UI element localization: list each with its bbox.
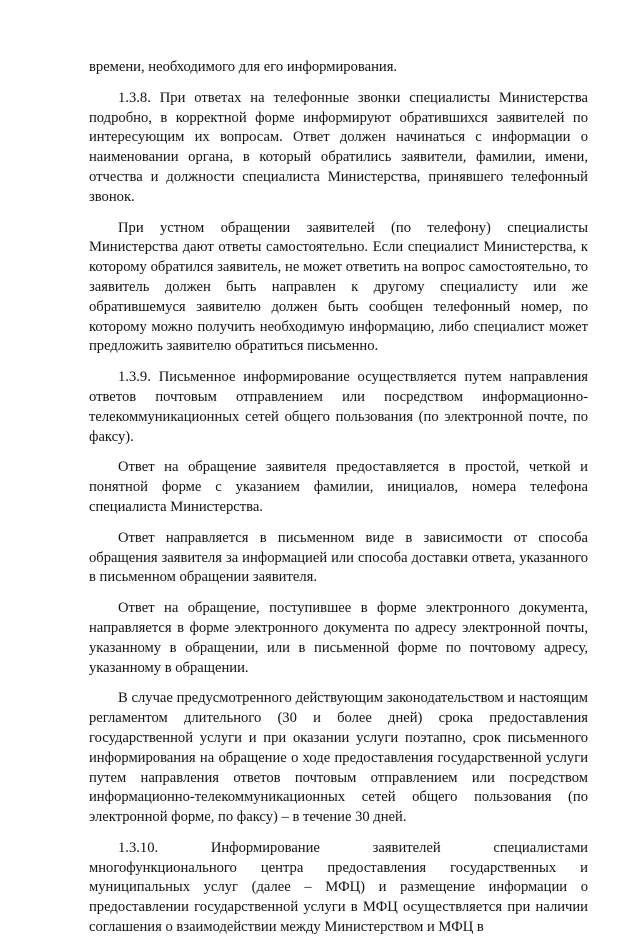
document-page xyxy=(89,58,588,938)
paragraph-oral-request: При устном обращении заявителей (по телефону) специалисты Министерства дают ответы самостоятельно. Если специалист Министерства, к которому обратился заявитель, не может ответить на вопрос самостоятельно, то заявитель должен быть направлен к другому специалисту или же обратившемуся заявителю должен быть сообщен телефонный номер, по которому можно получить необходимую информацию, либо специалист может предложить заявителю обратиться письменно. xyxy=(89,219,588,355)
paragraph-1-3-10: 1.3.10. Информирование заявителей специалистами многофункционального центра предоставления государственных и муниципальных услуг (далее – МФЦ) и размещение информации о предоставлении государственной услуги в МФЦ осуществляется при наличии соглашения о взаимодействии между Министерством и МФЦ в xyxy=(89,839,588,936)
paragraph-1-3-8: 1.3.8. При ответах на телефонные звонки специалисты Министерства подробно, в корректной форме информируют обратившихся заявителей по интересующим их вопросам. Ответ должен начинаться с информации о наименовании органа, в который обратились заявители, фамилии, имени, отчества и должности специалиста Министерства, принявшего телефонный звонок. xyxy=(89,89,588,205)
paragraph-answer-electronic: Ответ на обращение, поступившее в форме электронного документа, направляется в форме электронного документа по адресу электронной почты, указанному в обращении, или в письменной форме по почтовому адресу, указанному в обращении. xyxy=(89,600,588,676)
paragraph-1-3-9: 1.3.9. Письменное информирование осуществляется путем направления ответов почтовым отправлением или посредством информационно-телекоммуникационных сетей общего пользования (по электронной почте, по факсу). xyxy=(89,369,588,445)
paragraph-answer-written: Ответ направляется в письменном виде в зависимости от способа обращения заявителя за информацией или способа доставки ответа, указанного в письменном обращении заявителя. xyxy=(89,529,588,586)
paragraph-answer-form: Ответ на обращение заявителя предоставляется в простой, четкой и понятной форме с указанием фамилии, инициалов, номера телефона специалиста Министерства. xyxy=(89,459,588,515)
paragraph-long-term: В случае предусмотренного действующим законодательством и настоящим регламентом длительного (30 и более дней) срока предоставления государственной услуги и при оказании услуги поэтапно, срок письменного информирования на обращение о ходе предоставления государственной услуги путем направления ответов почтовым отправлением или посредством информационно-телекоммуникационных сетей общего пользования (по электронной форме, по факсу) – в течение 30 дней. xyxy=(89,690,588,826)
paragraph-continuation: времени, необходимого для его информирования. xyxy=(89,59,398,75)
